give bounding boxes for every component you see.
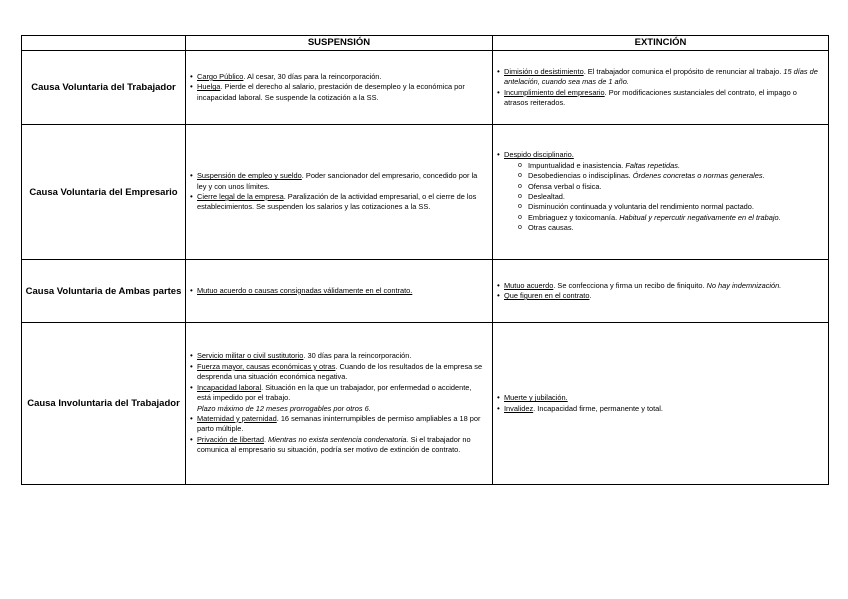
table-row	[22, 125, 829, 260]
row-label: Causa Voluntaria del Trabajador	[22, 51, 186, 125]
extincion-cell	[493, 323, 829, 485]
item-text: Si el trabajador no comunica al empresario su situación, podría ser motivo de extinción de contrato.	[197, 434, 471, 455]
item-text: . Cuando de los resultados de la empresa se desprenda una situación económica negativa.	[197, 361, 483, 382]
item-text: Embriaguez y toxicomanía.	[528, 212, 620, 222]
header-blank	[22, 36, 186, 51]
term: Incapacidad laboral	[197, 382, 262, 392]
term: Que figuren en el contrato	[504, 291, 590, 300]
table-row	[22, 260, 829, 323]
list-item	[497, 88, 822, 109]
term: Muerte y jubilación.	[504, 393, 568, 403]
term: Privación de libertad	[197, 434, 264, 444]
header-row	[22, 36, 829, 51]
term: Servicio militar o civil sustitutorio	[197, 351, 304, 361]
table-row	[22, 51, 829, 125]
item-text: . Por modificaciones sustanciales del contrato, el impago o atrasos reiterados.	[504, 87, 797, 107]
list-item	[190, 414, 486, 435]
list-item	[190, 82, 486, 103]
item-note: Faltas repetidas.	[625, 160, 681, 170]
item-text: Desobediencias o indisciplinas.	[528, 171, 633, 181]
item-text: Ofensa verbal o física.	[528, 181, 602, 191]
suspension-cell	[186, 51, 493, 125]
term: Mutuo acuerdo o causas consignadas válidamente en el contrato.	[197, 285, 413, 295]
term: Cierre legal de la empresa	[197, 192, 284, 201]
sub-item	[518, 213, 822, 223]
suspension-cell	[186, 323, 493, 485]
row-label: Causa Voluntaria del Empresario	[22, 125, 186, 260]
extincion-cell	[493, 260, 829, 323]
suspension-cell	[186, 260, 493, 323]
row-label: Causa Voluntaria de Ambas partes	[22, 260, 186, 323]
item-text: Impuntualidad e inasistencia.	[528, 160, 626, 170]
item-text: . Poder sancionador del empresario, concedido por la ley y con unos límites.	[197, 171, 478, 191]
list-item	[497, 404, 822, 414]
item-text: . El trabajador comunica el propósito de renunciar al trabajo.	[583, 66, 784, 76]
list-item	[497, 67, 822, 88]
term: Despido disciplinario.	[504, 150, 574, 160]
list-item	[497, 393, 822, 403]
item-note: 15 días de antelación, cuando sea mas de 1 año.	[504, 66, 818, 87]
item-text: . Pierde el derecho al salario, prestación de desempleo y la económica por incapacidad laboral. Se suspende la cotización a la SS.	[197, 82, 465, 102]
term: Cargo Público	[197, 71, 244, 81]
sub-list	[504, 161, 822, 234]
row-label: Causa Involuntaria del Trabajador	[22, 323, 186, 485]
item-text: Disminución continuada y voluntaria del rendimiento normal pactado.	[528, 202, 754, 212]
term: Mutuo acuerdo	[504, 280, 554, 290]
sub-item	[518, 171, 822, 181]
header-suspension: SUSPENSIÓN	[186, 36, 493, 51]
list-item	[497, 281, 822, 291]
item-text: . 30 días para la reincorporación.	[303, 351, 412, 361]
list-item	[190, 192, 486, 213]
term: Invalidez	[504, 403, 534, 413]
item-text: .	[263, 434, 269, 444]
item-text: .	[589, 291, 592, 300]
item-note: Órdenes concretas o normas generales.	[632, 171, 765, 181]
item-text: . Al cesar, 30 días para la reincorporación.	[243, 71, 382, 81]
item-text: . Se confecciona y firma un recibo de finiquito.	[553, 280, 707, 290]
table-row	[22, 323, 829, 485]
term: Suspensión de empleo y sueldo	[197, 171, 302, 181]
item-note: Plazo máximo de 12 meses prorrogables por otros 6.	[197, 403, 371, 413]
sub-item	[518, 192, 822, 202]
item-note: No hay indemnización.	[706, 280, 782, 290]
term: Maternidad y paternidad	[197, 413, 277, 423]
list-item	[497, 150, 822, 233]
list-item	[497, 291, 822, 301]
item-text: . Situación en la que un trabajador, por enfermedad o accidente, está impedido por el trabajo.	[197, 382, 472, 403]
sub-item	[518, 182, 822, 192]
list-item	[190, 435, 486, 456]
item-text: Otras causas.	[528, 223, 574, 233]
item-text: . Paralización de la actividad empresarial, o el cierre de los establecimientos. Se suspenden los salarios y las cotizaciones a la SS.	[197, 192, 477, 212]
term: Dimisión o desistimiento	[504, 66, 584, 76]
extincion-cell	[493, 51, 829, 125]
list-item	[190, 171, 486, 192]
list-item	[190, 351, 486, 361]
list-item	[190, 362, 486, 383]
sub-item	[518, 223, 822, 233]
extincion-cell	[493, 125, 829, 260]
list-item	[190, 286, 486, 296]
comparison-table	[21, 35, 829, 485]
list-item	[190, 72, 486, 82]
item-text: . Incapacidad firme, permanente y total.	[533, 403, 663, 413]
sub-item	[518, 202, 822, 212]
sub-item	[518, 161, 822, 171]
term: Huelga	[197, 82, 221, 92]
header-extincion: EXTINCIÓN	[493, 36, 829, 51]
item-text: Deslealtad.	[528, 192, 565, 201]
term: Fuerza mayor, causas económicas y otras	[197, 361, 336, 371]
list-item	[190, 383, 486, 414]
item-text: . 16 semanas ininterrumpibles de permiso ampliables a 18 por parto múltiple.	[197, 413, 481, 434]
term: Incumplimiento del empresario	[504, 87, 605, 97]
item-note: Mientras no exista sentencia condenatoria.	[268, 434, 409, 444]
suspension-cell	[186, 125, 493, 260]
item-note: Habitual y repercutir negativamente en el trabajo.	[619, 212, 781, 222]
